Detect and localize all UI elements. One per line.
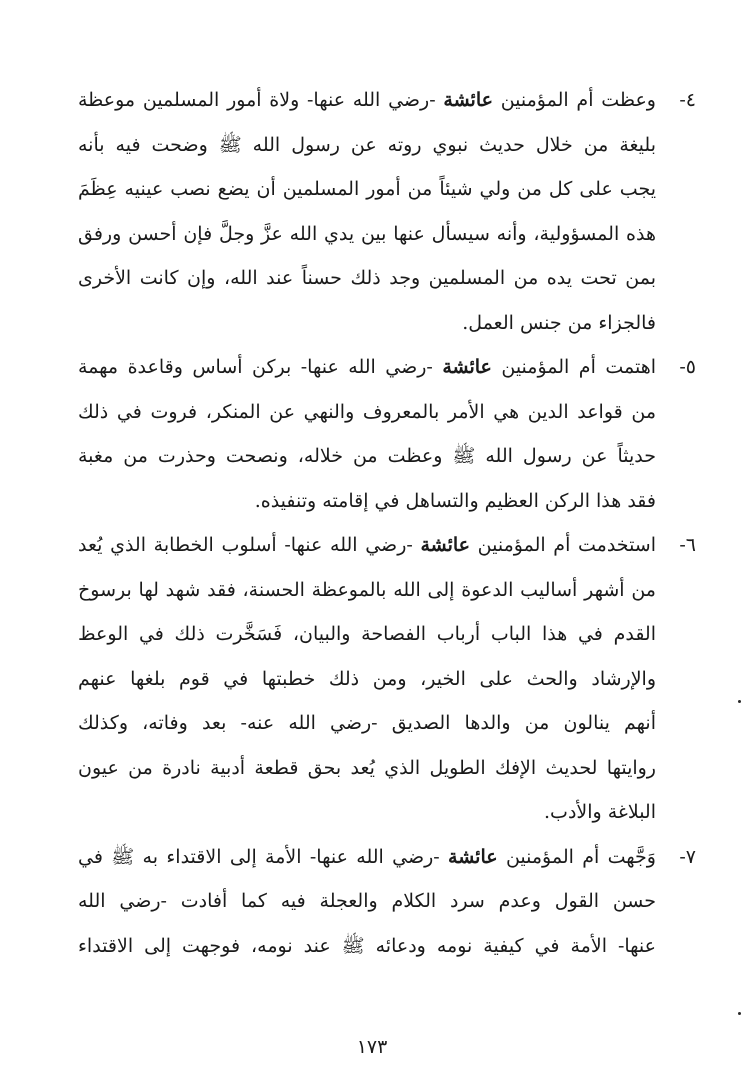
item-6-line-7: البلاغة والأدب. (544, 801, 656, 823)
item-5-number: ٥- (679, 356, 696, 378)
aisha-name: عائشة (420, 534, 471, 556)
aisha-name: عائشة (443, 89, 493, 111)
aisha-name: عائشة (448, 845, 498, 868)
page-number: ١٧٣ (356, 1036, 388, 1058)
item-6-line-2: من أشهر أساليب الدعوة إلى الله بالموعظة الحسنة، فقد شهد لها برسوخ (78, 578, 656, 601)
item-5-line-1: ٥-اهتمت أم المؤمنين عائشة -رضي الله عنها- بركن أساس وقاعدة مهمة (78, 345, 696, 390)
scan-speck (738, 700, 741, 703)
item-7-line-1: ٧-وَجَّهت أم المؤمنين عائشة -رضي الله عنها- الأمة إلى الاقتداء به ﷺ في (78, 835, 696, 880)
item-4-line-1: ٤-وعظت أم المؤمنين عائشة -رضي الله عنها- ولاة أمور المسلمين موعظة (78, 78, 696, 123)
item-4-line-4: هذه المسؤولية، وأنه سيسأل عنها بين يدي الله عزَّ وجلَّ فإن أحسن ورفق (78, 222, 656, 245)
aisha-name: عائشة (442, 356, 492, 378)
item-6-line-5: أنهم ينالون من والدها الصديق -رضي الله عنه- بعد وفاته، وكذلك (78, 712, 656, 734)
item-4-line-6: فالجزاء من جنس العمل. (462, 311, 656, 334)
item-5-line-3: حديثاً عن رسول الله ﷺ وعظت من خلاله، ونصحت وحذرت من مغبة (78, 445, 656, 467)
item-4-line-3: يجب على كل من ولي شيئاً من أمور المسلمين أن يضع نصب عينيه عِظَمَ (78, 178, 656, 200)
item-5-line-4: فقد هذا الركن العظيم والتساهل في إقامته وتنفيذه. (254, 489, 656, 512)
item-6-line-4: والإرشاد والحث على الخير، ومن ذلك خطبتها في قوم بلغها عنهم (78, 667, 656, 690)
item-4-line-5: بمن تحت يده من المسلمين وجد ذلك حسناً عند الله، وإن كانت الأخرى (78, 267, 656, 289)
item-6-line-6: روايتها لحديث الإفك الطويل الذي يُعد بحق قطعة أدبية نادرة من عيون (78, 756, 656, 779)
item-6-number: ٦- (679, 534, 696, 556)
item-4-line-2: بليغة من خلال حديث نبوي روته عن رسول الله ﷺ وضحت فيه بأنه (78, 133, 656, 156)
item-6-line-3: القدم في هذا الباب أرباب الفصاحة والبيان، فَسَخَّرت ذلك في الوعظ (78, 623, 656, 645)
item-5-line-2: من قواعد الدين هي الأمر بالمعروف والنهي عن المنكر، فروت في ذلك (78, 400, 656, 423)
item-7-line-2: حسن القول وعدم سرد الكلام والعجلة فيه كما أفادت -رضي الله (78, 890, 656, 912)
item-7-number: ٧- (679, 845, 696, 868)
scan-speck (738, 1012, 741, 1015)
item-7-line-3: عنها- الأمة في كيفية نومه ودعائه ﷺ عند نومه، فوجهت إلى الاقتداء (78, 934, 656, 957)
item-6-line-1: ٦-استخدمت أم المؤمنين عائشة -رضي الله عنها- أسلوب الخطابة الذي يُعد (78, 523, 696, 568)
item-4-number: ٤- (679, 89, 696, 111)
body-text (78, 78, 696, 968)
